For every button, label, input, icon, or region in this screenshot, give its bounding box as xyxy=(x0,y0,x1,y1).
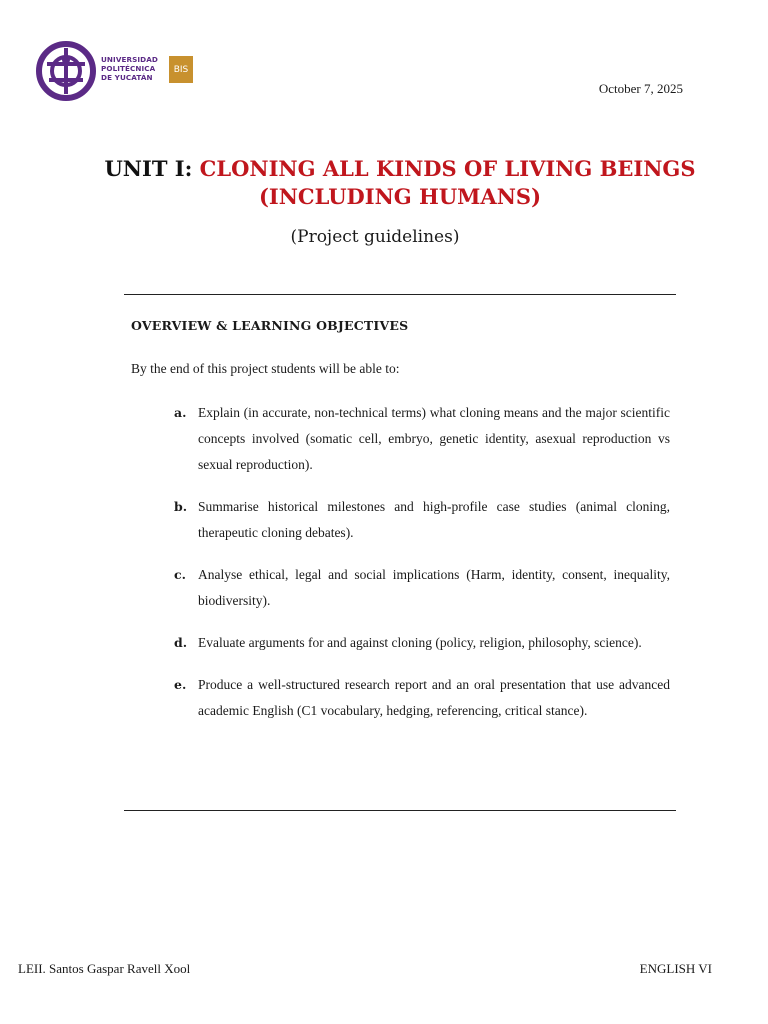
objective-text: Analyse ethical, legal and social implications (Harm, identity, consent, inequality, biodiversity). xyxy=(198,567,670,608)
unit-title-line2: (INCLUDING HUMANS) xyxy=(258,184,542,209)
footer-course: ENGLISH VI xyxy=(639,961,712,976)
objective-letter: e. xyxy=(174,677,187,692)
university-name: UNIVERSIDAD POLITÉCNICA DE YUCATÁN xyxy=(101,55,158,82)
objective-item-b xyxy=(174,494,670,546)
subtitle: (Project guidelines) xyxy=(290,227,460,247)
objective-letter: a. xyxy=(174,405,187,420)
unit-label: UNIT I: xyxy=(104,156,200,181)
objective-text: Produce a well-structured research report and an oral presentation that use advanced academic English (C1 vocabulary, hedging, referencing, critical stance). xyxy=(198,677,670,718)
objective-item-a xyxy=(174,400,670,478)
objective-letter: c. xyxy=(174,567,186,582)
footer-author: LEII. Santos Gaspar Ravell Xool xyxy=(18,961,191,976)
section-heading: OVERVIEW & LEARNING OBJECTIVES xyxy=(131,318,409,333)
bis-badge: BIS xyxy=(169,56,193,83)
objectives-list xyxy=(174,400,670,740)
objective-text: Explain (in accurate, non-technical terms) what cloning means and the major scientific concepts involved (somatic cell, embryo, genetic identity, asexual reproduction vs sexual reproduction). xyxy=(198,405,670,472)
unit-title-line1: CLONING ALL KINDS OF LIVING BEINGS xyxy=(199,156,696,181)
document-date: October 7, 2025 xyxy=(598,81,683,96)
intro-text: By the end of this project students will be able to: xyxy=(131,361,400,376)
objective-item-d xyxy=(174,630,670,656)
university-logo xyxy=(35,38,195,104)
top-divider xyxy=(124,294,676,295)
unit-title xyxy=(60,155,740,211)
objective-letter: b. xyxy=(174,499,188,514)
university-seal-icon xyxy=(35,38,97,104)
objective-text: Evaluate arguments for and against cloning (policy, religion, philosophy, science). xyxy=(198,635,642,650)
objective-text: Summarise historical milestones and high-profile case studies (animal cloning, therapeutic cloning debates). xyxy=(198,499,670,540)
objective-item-e xyxy=(174,672,670,724)
objective-item-c xyxy=(174,562,670,614)
bottom-divider xyxy=(124,810,676,811)
objective-letter: d. xyxy=(174,635,188,650)
